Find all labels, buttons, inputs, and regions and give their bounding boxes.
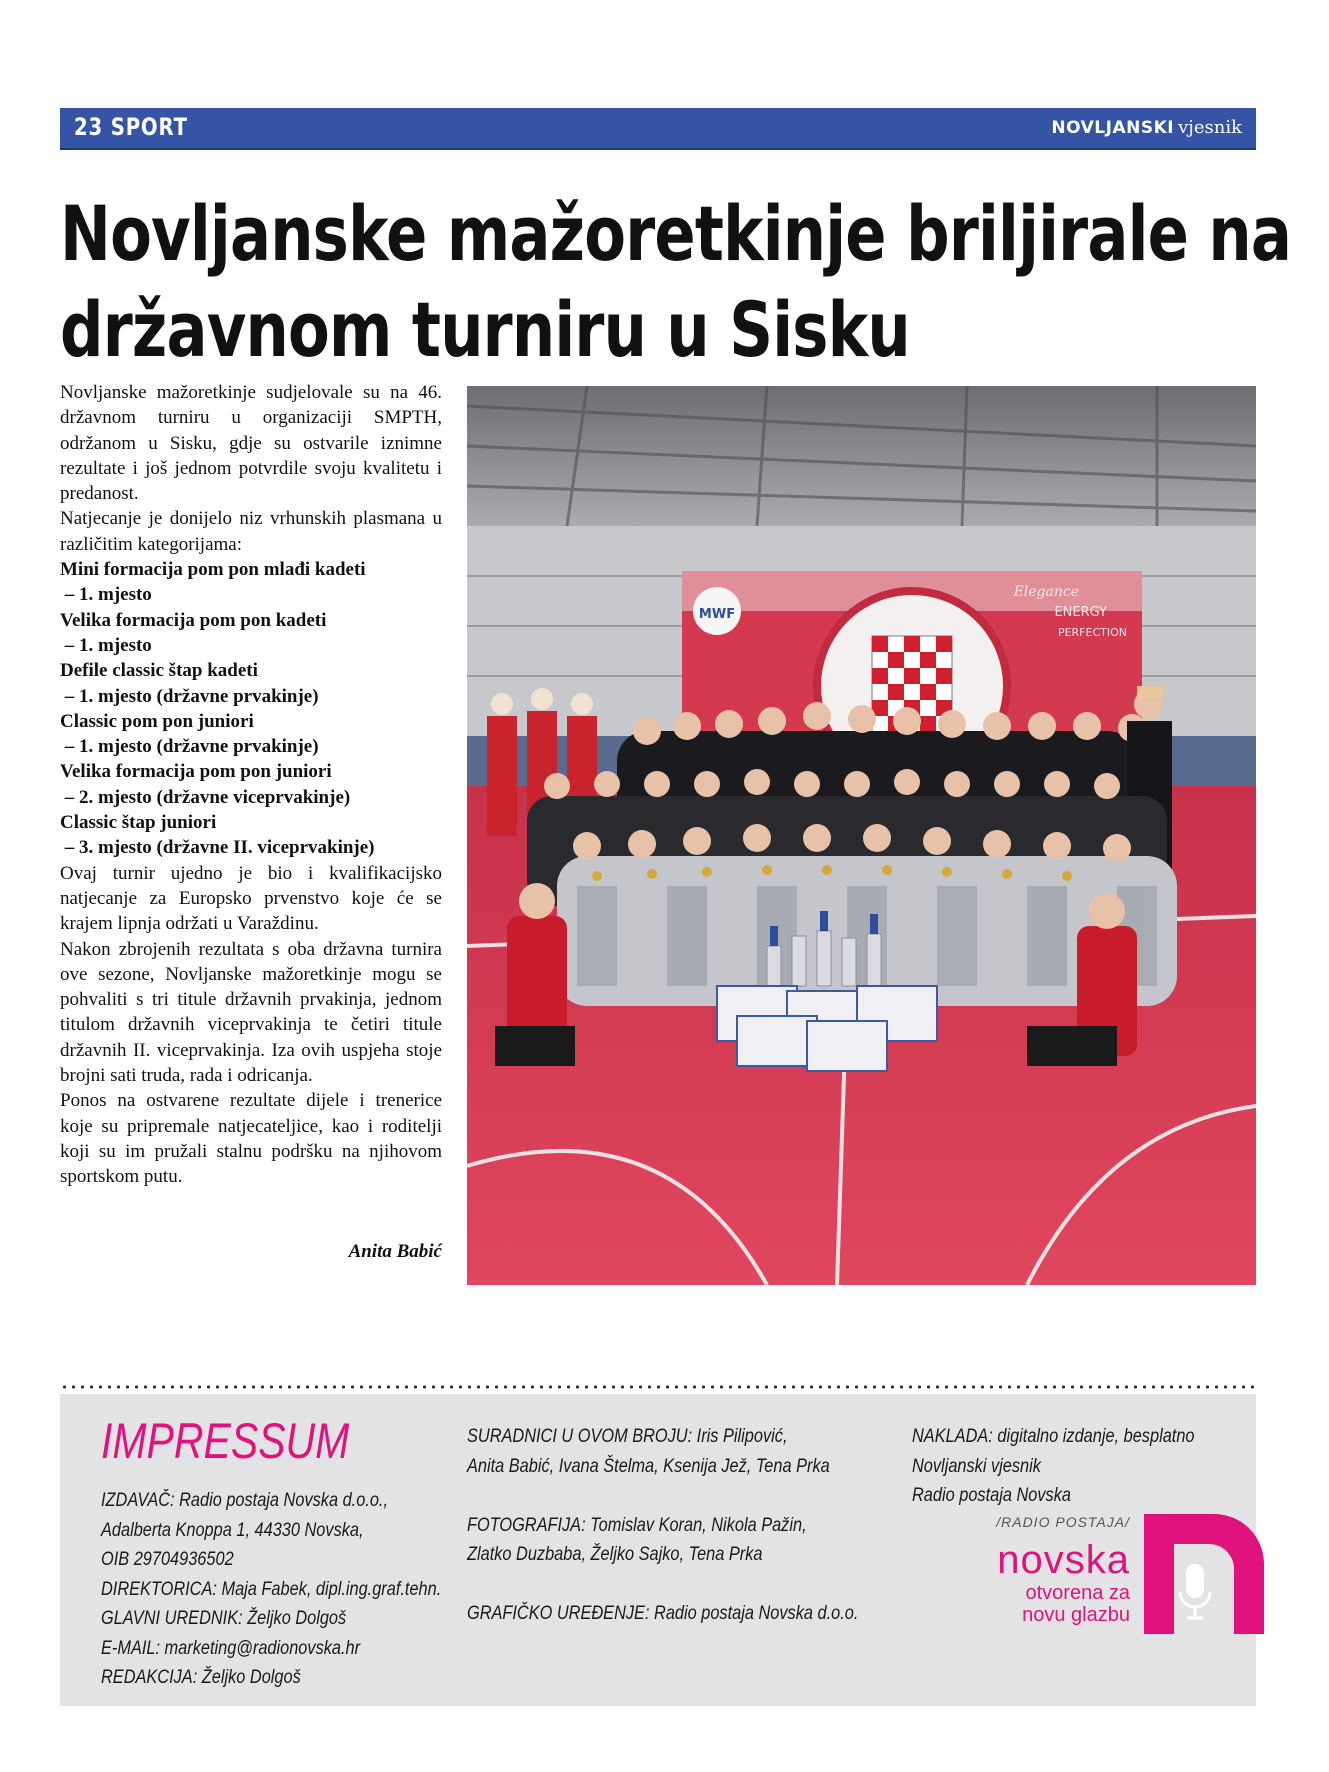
logo-n-microphone-icon [1144,1514,1264,1634]
impressum-line: REDAKCIJA: Željko Dolgoš [101,1667,301,1688]
team-photo-illustration [467,386,1256,1285]
article-intro-2: Natjecanje je donijelo niz vrhunskih plasmana u različitim kategorijama: [60,508,442,555]
result-place: – 1. mjesto [60,634,152,656]
masthead-brand [1051,117,1242,138]
result-category: Velika formacija pom pon kadeti [60,609,327,631]
impressum-dotted-divider [60,1385,1256,1389]
results-list [60,557,442,861]
article-paragraph-5: Ponos na ostvarene rezultate dijele i trenerice koje su pripremale natjecateljice, kao i roditelji koji su im pružali stalnu podršku na njihovom sportskom putu. [60,1090,442,1188]
impressum-line: Anita Babić, Ivana Štelma, Ksenija Jež, Tena Prka [467,1455,830,1477]
article-body [60,380,442,1190]
logo-name: novska [997,1538,1130,1582]
result-category: Mini formacija pom pon mlađi kadeti [60,559,366,581]
impressum-line: E-MAIL: marketing@radionovska.hr [101,1637,361,1659]
impressum-line: Novljanski vjesnik [912,1455,1041,1477]
result-place: – 1. mjesto [60,584,152,606]
article-paragraph-4: Nakon zbrojenih rezultata s oba državna turnira ove sezone, Novljanske mažoretkinje mogu se pohvaliti s tri titule državnih prvakinja, jednom titulom državnih viceprvakinja te četiri titule državnih II. viceprvakinja. Iza ovih uspjeha stoje brojni sati truda, rada i odricanja. [60,938,442,1087]
impressum-col-edition [912,1422,1194,1511]
article-author: Anita Babić [348,1241,442,1262]
impressum-line: GLAVNI UREDNIK: Željko Dolgoš [101,1608,347,1629]
radio-novska-logo [930,1514,1230,1684]
result-category: Classic štap juniori [60,812,217,834]
result-category: Defile classic štap kadeti [60,660,258,682]
impressum-line: OIB 29704936502 [101,1549,234,1570]
team-photo [467,386,1256,1285]
article-paragraph-3: Ovaj turnir ujedno je bio i kvalifikacijsko natjecanje za Europsko prvenstvo koje će se krajem lipnja održati u Varaždinu. [60,862,442,935]
headline-line-1: Novljanske mažoretkinje briljirale na [60,189,1292,278]
result-category: Velika formacija pom pon juniori [60,761,332,783]
result-category: Classic pom pon juniori [60,710,254,732]
impressum-line: Radio postaja Novska [912,1485,1071,1506]
article-intro: Novljanske mažoretkinje sudjelovale su na 46. državnom turniru u organizaciji SMPTH, održanom u Sisku, gdje su ostvarile iznimne rezultate i još jednom potvrdile svoju kvalitetu i predanost. [60,382,442,505]
impressum-line: SURADNICI U OVOM BROJU: Iris Pilipović, [467,1426,788,1447]
logo-slogan-2: novu glazbu [1022,1604,1130,1626]
article-headline [60,186,1292,378]
impressum-line: Adalberta Knoppa 1, 44330 Novska, [101,1519,364,1541]
impressum-col-contributors [467,1422,858,1629]
result-place: – 1. mjesto (državne prvakinje) [60,685,319,707]
banner-slogan-2: ENERGY [1054,605,1107,620]
impressum-line: GRAFIČKO UREĐENJE: Radio postaja Novska d.o.o. [467,1603,859,1624]
page-section-label: 23 SPORT [74,113,188,141]
impressum-title: IMPRESSUM [101,1413,350,1469]
masthead-brand-bold: NOVLJANSKI [1051,118,1175,138]
headline-line-2: državnom turniru u Sisku [60,285,910,374]
result-place: – 1. mjesto (državne prvakinje) [60,736,319,758]
section-header-bar [60,108,1256,150]
logo-slogan-1: otvorena za [1025,1582,1130,1604]
impressum-line: NAKLADA: digitalno izdanje, besplatno [912,1426,1195,1447]
logo-text-block [930,1514,1130,1626]
result-place: – 3. mjesto (državne II. viceprvakinje) [60,837,375,859]
masthead-brand-serif: vjesnik [1178,117,1242,138]
impressum-line: FOTOGRAFIJA: Tomislav Koran, Nikola Pažin, [467,1514,807,1536]
impressum-box [60,1394,1256,1706]
impressum-line: IZDAVAČ: Radio postaja Novska d.o.o., [101,1490,389,1511]
impressum-line: Zlatko Duzbaba, Željko Sajko, Tena Prka [467,1544,763,1565]
result-place: – 2. mjesto (državne viceprvakinje) [60,786,351,808]
logo-small-text: /RADIO POSTAJA/ [996,1514,1130,1530]
banner-slogan-1: Elegance [1013,584,1079,600]
impressum-col-publisher [101,1486,441,1693]
impressum-line: DIREKTORICA: Maja Fabek, dipl.ing.graf.tehn. [101,1578,442,1600]
banner-slogan-3: PERFECTION [1057,626,1127,639]
banner-logo-text: MWF [698,607,736,622]
